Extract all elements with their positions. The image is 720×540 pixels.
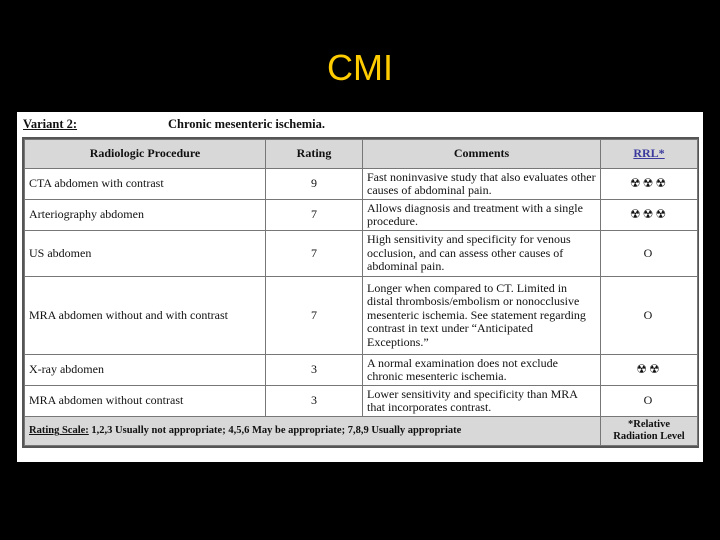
variant-heading <box>23 117 326 132</box>
rrl-note-line1: *Relative <box>628 419 670 430</box>
comments-cell: A normal examination does not exclude chronic mesenteric ischemia. <box>363 355 601 386</box>
rrl-note <box>601 417 698 446</box>
header-rating: Rating <box>266 140 363 169</box>
rating-cell: 9 <box>266 169 363 200</box>
document-image <box>17 112 703 462</box>
variant-title: Chronic mesenteric ischemia. <box>168 117 326 131</box>
table-row <box>25 355 698 386</box>
table-row <box>25 386 698 417</box>
rating-cell: 7 <box>266 277 363 355</box>
procedure-cell: MRA abdomen without contrast <box>25 386 266 417</box>
comments-cell: Lower sensitivity and specificity than MRA that incorporates contrast. <box>363 386 601 417</box>
header-procedure: Radiologic Procedure <box>25 140 266 169</box>
procedure-cell: Arteriography abdomen <box>25 200 266 231</box>
table-row <box>25 200 698 231</box>
no-radiation-icon: O <box>601 231 698 277</box>
radiation-icon: ☢☢☢ <box>601 169 698 200</box>
rating-scale-text: 1,2,3 Usually not appropriate; 4,5,6 May be appropriate; 7,8,9 Usually appropriate <box>88 425 462 437</box>
procedure-cell: CTA abdomen with contrast <box>25 169 266 200</box>
table-row <box>25 169 698 200</box>
rating-cell: 7 <box>266 200 363 231</box>
variant-label: Variant 2: <box>23 117 78 131</box>
radiation-icon: ☢☢ <box>601 355 698 386</box>
rating-cell: 3 <box>266 386 363 417</box>
header-rrl: RRL* <box>601 140 698 169</box>
no-radiation-icon: O <box>601 386 698 417</box>
header-comments: Comments <box>363 140 601 169</box>
table-row <box>25 277 698 355</box>
procedure-cell: US abdomen <box>25 231 266 277</box>
appropriateness-table-frame <box>22 137 699 448</box>
appropriateness-table <box>24 139 698 446</box>
comments-cell: High sensitivity and specificity for venous occlusion, and can assess other causes of abdominal pain. <box>363 231 601 277</box>
table-footer-row <box>25 417 698 446</box>
procedure-cell: MRA abdomen without and with contrast <box>25 277 266 355</box>
comments-cell: Fast noninvasive study that also evaluates other causes of abdominal pain. <box>363 169 601 200</box>
radiation-icon: ☢☢☢ <box>601 200 698 231</box>
procedure-cell: X-ray abdomen <box>25 355 266 386</box>
no-radiation-icon: O <box>601 277 698 355</box>
table-header-row <box>25 140 698 169</box>
rrl-note-line2: Radiation Level <box>613 431 685 442</box>
rating-scale-note <box>25 417 601 446</box>
rating-scale-label: Rating Scale: <box>29 425 89 437</box>
comments-cell: Longer when compared to CT. Limited in distal thrombosis/embolism or nonocclusive mesenteric ischemia. See statement regarding contrast in text under “Anticipated Exceptions.” <box>363 277 601 355</box>
rating-cell: 7 <box>266 231 363 277</box>
rating-cell: 3 <box>266 355 363 386</box>
comments-cell: Allows diagnosis and treatment with a single procedure. <box>363 200 601 231</box>
table-row <box>25 231 698 277</box>
slide-title: CMI <box>327 47 393 88</box>
